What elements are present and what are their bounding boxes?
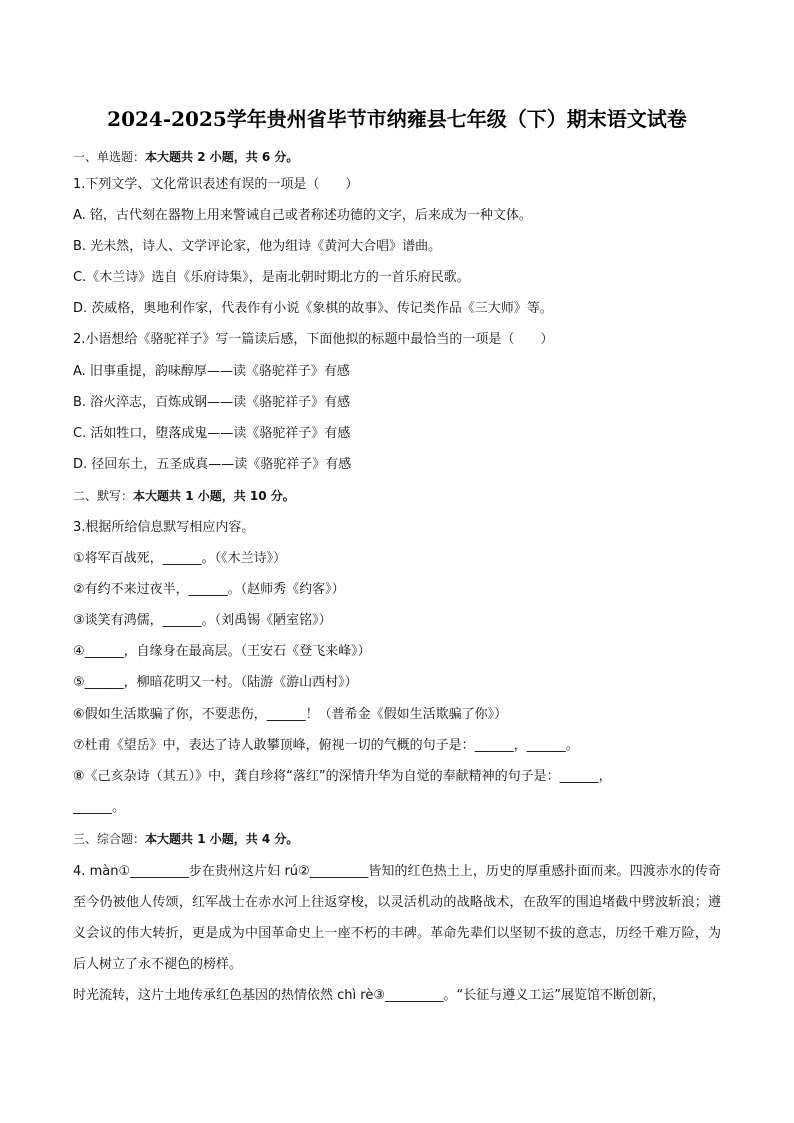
section-description: 本大题共 1 小题，共 4 分。 [145, 832, 299, 846]
section-heading-single-choice [73, 147, 733, 167]
question-2-option-a: A. 旧事重提，韵味醇厚——读《骆驼祥子》有感 [73, 364, 350, 379]
section-label: 一、单选题： [73, 150, 146, 164]
question-2-option-d: D. 径回东土，五圣成真——读《骆驼祥子》有感 [73, 457, 352, 472]
question-2-option-b: B. 浴火淬志，百炼成钢——读《骆驼祥子》有感 [73, 395, 351, 410]
dictation-item: ⑥假如生活欺骗了你，不要悲伤，______！（普希金《假如生活欺骗了你》） [73, 707, 508, 722]
section-description: 本大题共 1 小题，共 10 分。 [133, 489, 295, 503]
question-4-passage-paragraph-2: 时光流转，这片土地传承红色基因的热情依然 chì rè③_________。“长征与遵义工运”展览馆不断创新， [73, 988, 665, 1003]
question-3-stem: 3.根据所给信息默写相应内容。 [73, 520, 255, 535]
dictation-item: ③谈笑有鸿儒，______。（刘禹锡《陋室铭》） [73, 613, 332, 628]
section-label: 二、默写： [73, 489, 134, 503]
question-1-option-c: C.《木兰诗》选自《乐府诗集》，是南北朝时期北方的一首乐府民歌。 [73, 270, 470, 285]
section-label: 三、综合题： [73, 832, 146, 846]
section-description: 本大题共 2 小题，共 6 分。 [145, 150, 299, 164]
exam-title: 2024-2025学年贵州省毕节市纳雍县七年级（下）期末语文试卷 [107, 107, 687, 131]
question-2-option-c: C. 活如牲口，堕落成鬼——读《骆驼祥子》有感 [73, 426, 351, 441]
question-1-option-b: B. 光未然，诗人、文学评论家，他为组诗《黄河大合唱》谱曲。 [73, 239, 442, 254]
dictation-item: ______。 [73, 800, 126, 815]
dictation-item: ④______，自缘身在最高层。（王安石《登飞来峰》） [73, 644, 371, 659]
section-heading-dictation [73, 486, 733, 506]
question-2-stem: 2.小语想给《骆驼祥子》写一篇读后感，下面他拟的标题中最恰当的一项是（ ） [73, 332, 554, 347]
dictation-item: ⑧《己亥杂诗（其五）》中，龚自珍将“落红”的深情升华为自觉的奉献精神的句子是：______， [73, 769, 612, 784]
dictation-item: ②有约不来过夜半，______。（赵师秀《约客》） [73, 582, 345, 597]
dictation-item: ⑤______，柳暗花明又一村。（陆游《游山西村》） [73, 675, 358, 690]
question-4-passage-paragraph-1: 4. màn①_________步在贵州这片妇 rú②_________皆知的红色热土上，历史的厚重感扑面而来。四渡赤水的传奇至今仍被他人传颂，红军战士在赤水河上往返穿梭，以灵活机动的战略战术，在敌军的围追堵截中劈波斩浪；遵义会议的伟大转折，更是成为中国革命史上一座不朽的丰碑。革命先辈们以坚韧不拔的意志，历经千难万险，为后人树立了永不褪色的榜样。 [73, 864, 721, 972]
question-1-option-a: A. 铭，古代刻在器物上用来警诫自己或者称述功德的文字，后来成为一种文体。 [73, 208, 532, 223]
question-1-stem: 1.下列文学、文化常识表述有误的一项是（ ） [73, 177, 359, 192]
question-1-option-d: D. 茨威格，奥地利作家，代表作有小说《象棋的故事》、传记类作品《三大师》等。 [73, 301, 553, 316]
dictation-item: ①将军百战死，______。（《木兰诗》） [73, 551, 287, 566]
section-heading-comprehensive [73, 829, 733, 849]
dictation-item: ⑦杜甫《望岳》中，表达了诗人敢攀顶峰，俯视一切的气概的句子是：______，______。 [73, 738, 579, 753]
